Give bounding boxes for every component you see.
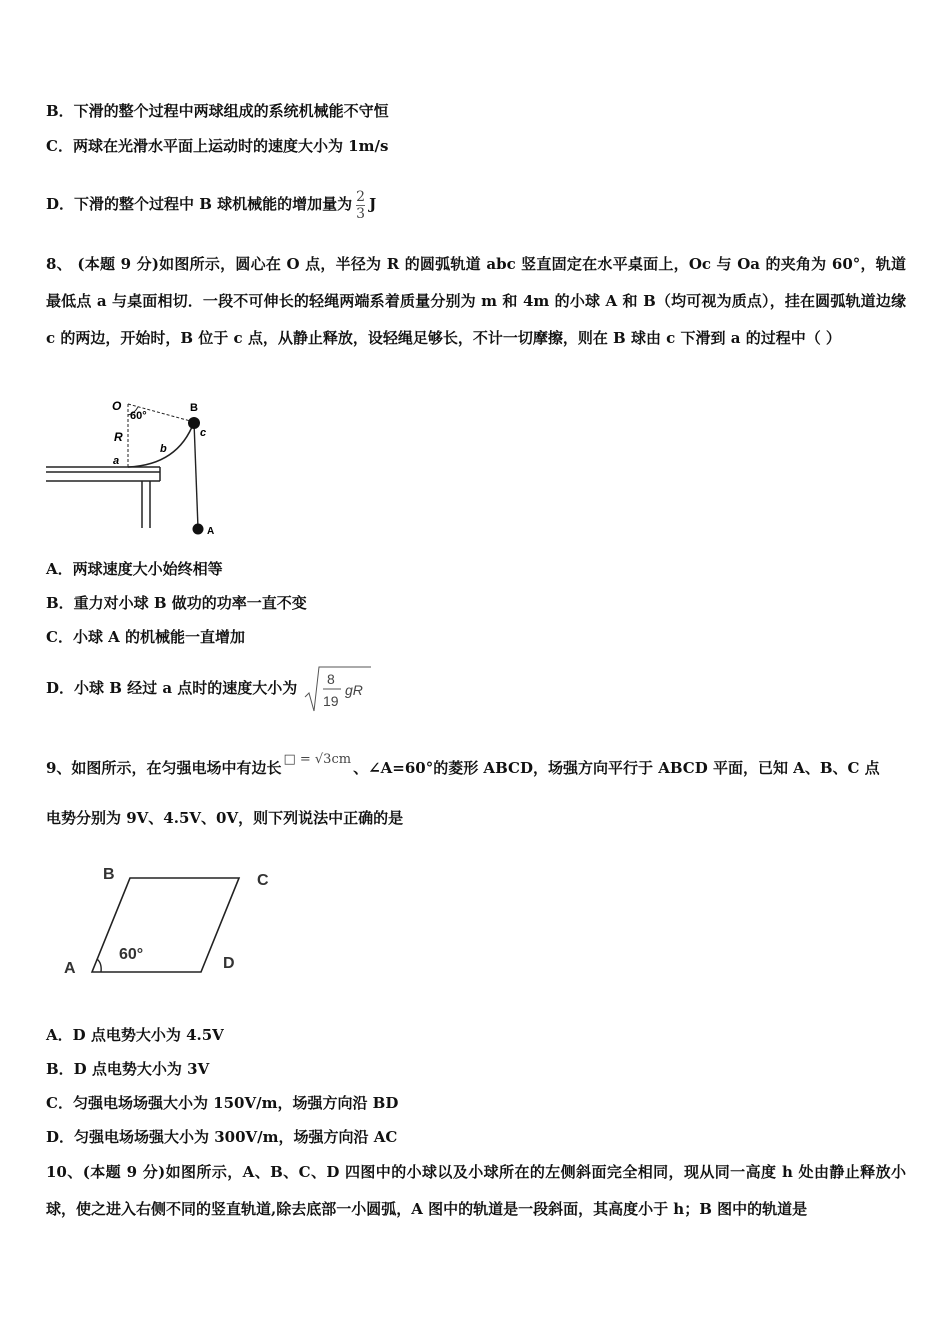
q8-option-a: A．两球速度大小始终相等	[46, 560, 223, 578]
q8-option-c: C．小球 A 的机械能一直增加	[46, 628, 246, 646]
q8-gr: gR	[344, 682, 363, 698]
vertex-a: A	[64, 960, 76, 977]
vertex-c: C	[257, 872, 269, 889]
q8-figure	[46, 395, 226, 540]
q9-option-b: B．D 点电势大小为 3V	[46, 1060, 210, 1078]
q7-option-d	[46, 176, 376, 232]
label-r: R	[114, 430, 123, 444]
q8-frac-num: 8	[326, 671, 335, 687]
q9-option-c: C．匀强电场场强大小为 150V/m，场强方向沿 BD	[46, 1094, 399, 1112]
q7-option-b: B．下滑的整个过程中两球组成的系统机械能不守恒	[46, 102, 389, 120]
q10-stem: 10、(本题 9 分)如图所示，A、B、C、D 四图中的小球以及小球所在的左侧斜面完全相同，现从同一高度 h 处由静止释放小球，使之进入右侧不同的竖直轨道,除去底部一小圆弧，A 图中的轨道是一段斜面，其高度小于 h；B 图中的轨道是	[46, 1163, 906, 1218]
q9-stem-part1: 9、如图所示，在匀强电场中有边长	[46, 759, 282, 777]
label-b-arc: b	[160, 443, 167, 455]
label-b-ball: B	[190, 402, 198, 414]
label-60: 60°	[130, 410, 147, 422]
vertex-d: D	[223, 955, 235, 972]
vertex-b: B	[103, 866, 115, 883]
q9-stem-line2: 电势分别为 9V、4.5V、0V，则下列说法中正确的是	[46, 809, 404, 827]
label-o: O	[112, 399, 122, 413]
label-a: a	[113, 455, 120, 467]
label-a-ball: A	[207, 526, 215, 537]
q8-frac-den: 19	[322, 693, 339, 709]
q9-option-d: D．匀强电场场强大小为 300V/m，场强方向沿 AC	[46, 1128, 398, 1146]
q8-option-d-text: D．小球 B 经过 a 点时的速度大小为	[46, 679, 298, 697]
q9-side-length-eq: □ = √3cm	[283, 752, 352, 767]
q7-option-d-fraction	[356, 189, 365, 222]
q9-option-a: A．D 点电势大小为 4.5V	[46, 1026, 224, 1044]
angle-60: 60°	[119, 946, 144, 963]
label-c: c	[200, 427, 207, 439]
ball-a	[193, 524, 204, 535]
q9-rhombus-figure	[55, 860, 285, 985]
q8-option-b: B．重力对小球 B 做功的功率一直不变	[46, 594, 307, 612]
q7-option-d-unit: J	[369, 195, 377, 213]
q9-stem-line1	[46, 752, 880, 778]
q7-fraction-den: 3	[356, 205, 366, 222]
q8-sqrt-expression	[303, 661, 373, 717]
q7-option-c: C．两球在光滑水平面上运动时的速度大小为 1m/s	[46, 137, 389, 155]
q7-fraction-num: 2	[356, 188, 366, 205]
ball-b	[188, 417, 200, 429]
q9-stem-part2: 、∠A=60°的菱形 ABCD，场强方向平行于 ABCD 平面，已知 A、B、C 点	[353, 759, 880, 777]
q8-option-d	[46, 660, 373, 717]
q8-stem: 8、 (本题 9 分)如图所示，圆心在 O 点，半径为 R 的圆弧轨道 abc 竖直固定在水平桌面上，Oc 与 Oa 的夹角为 60°，轨道最低点 a 与桌面相切．一段不可伸长的轻绳两端系着质量分别为 m 和 4m 的小球 A 和 B（均可视为质点），挂在圆弧轨道边缘 c 的两边，开始时，B 位于 c 点，从静止释放，设轻绳足够长，不计一切摩擦，则在 B 球由 c 下滑到 a 的过程中（ ）	[46, 255, 906, 347]
q7-option-d-text: D．下滑的整个过程中 B 球机械能的增加量为	[46, 195, 353, 213]
